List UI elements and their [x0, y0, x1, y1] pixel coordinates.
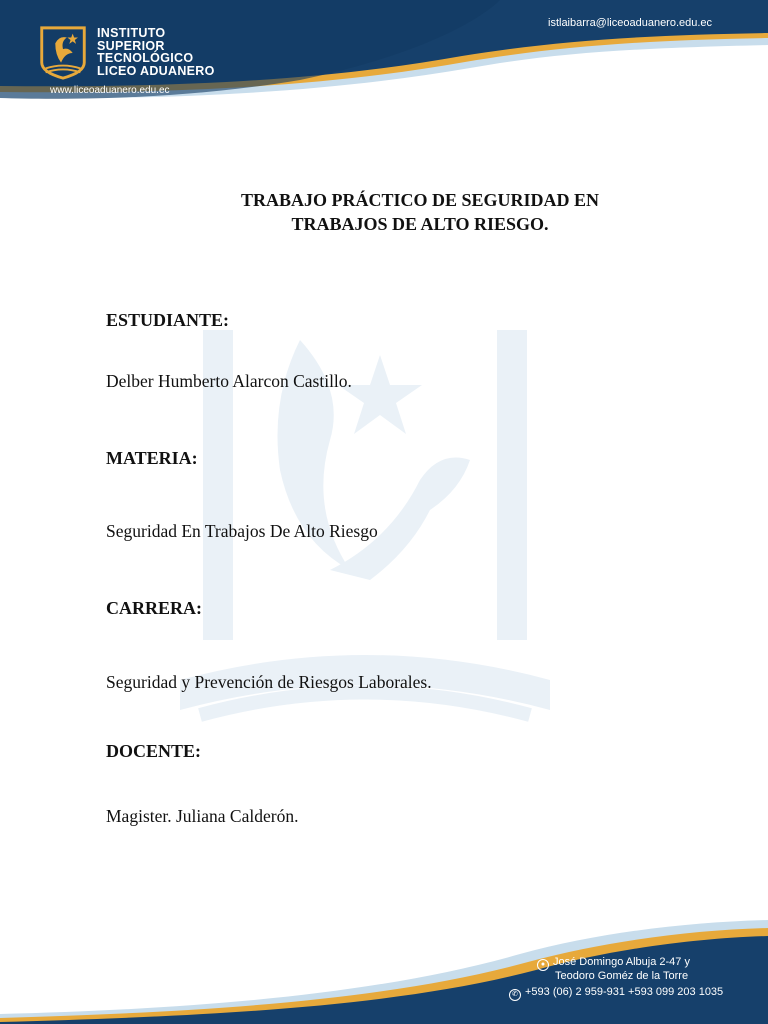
phone-text: +593 (06) 2 959-931 +593 099 203 1035	[525, 986, 724, 998]
subject-value: Seguridad En Trabajos De Alto Riesgo	[106, 521, 378, 541]
address-line-2: Teodoro Goméz de la Torre	[555, 970, 689, 982]
institute-name	[97, 27, 215, 77]
location-pin-icon: ●	[537, 959, 549, 971]
email-link[interactable]: istlaibarra@liceoaduanero.edu.ec	[548, 17, 713, 29]
institute-name-line: LICEO ADUANERO	[97, 63, 215, 78]
title-line-1: TRABAJO PRÁCTICO DE SEGURIDAD EN	[240, 190, 600, 210]
student-label: ESTUDIANTE:	[106, 310, 230, 330]
institute-name-line: INSTITUTO	[97, 26, 166, 40]
title-line-2: TRABAJOS DE ALTO RIESGO.	[291, 214, 549, 234]
document-title	[140, 188, 700, 236]
institute-name-line: SUPERIOR	[97, 38, 165, 53]
institute-logo	[34, 24, 92, 82]
phone-line	[509, 986, 723, 1001]
address-line-1	[537, 956, 690, 971]
career-label: CARRERA:	[106, 598, 202, 618]
student-value: Delber Humberto Alarcon Castillo.	[106, 371, 352, 391]
website-link[interactable]: www.liceoaduanero.edu.ec	[50, 85, 170, 96]
teacher-label: DOCENTE:	[106, 741, 202, 761]
address-text-1: José Domingo Albuja 2-47 y	[553, 956, 690, 968]
career-value: Seguridad y Prevención de Riesgos Laborales.	[106, 672, 432, 692]
teacher-value: Magister. Juliana Calderón.	[106, 806, 299, 826]
institute-name-line: TECNOLÓGICO	[97, 51, 194, 65]
subject-label: MATERIA:	[106, 448, 198, 468]
phone-icon: ✆	[509, 989, 521, 1001]
